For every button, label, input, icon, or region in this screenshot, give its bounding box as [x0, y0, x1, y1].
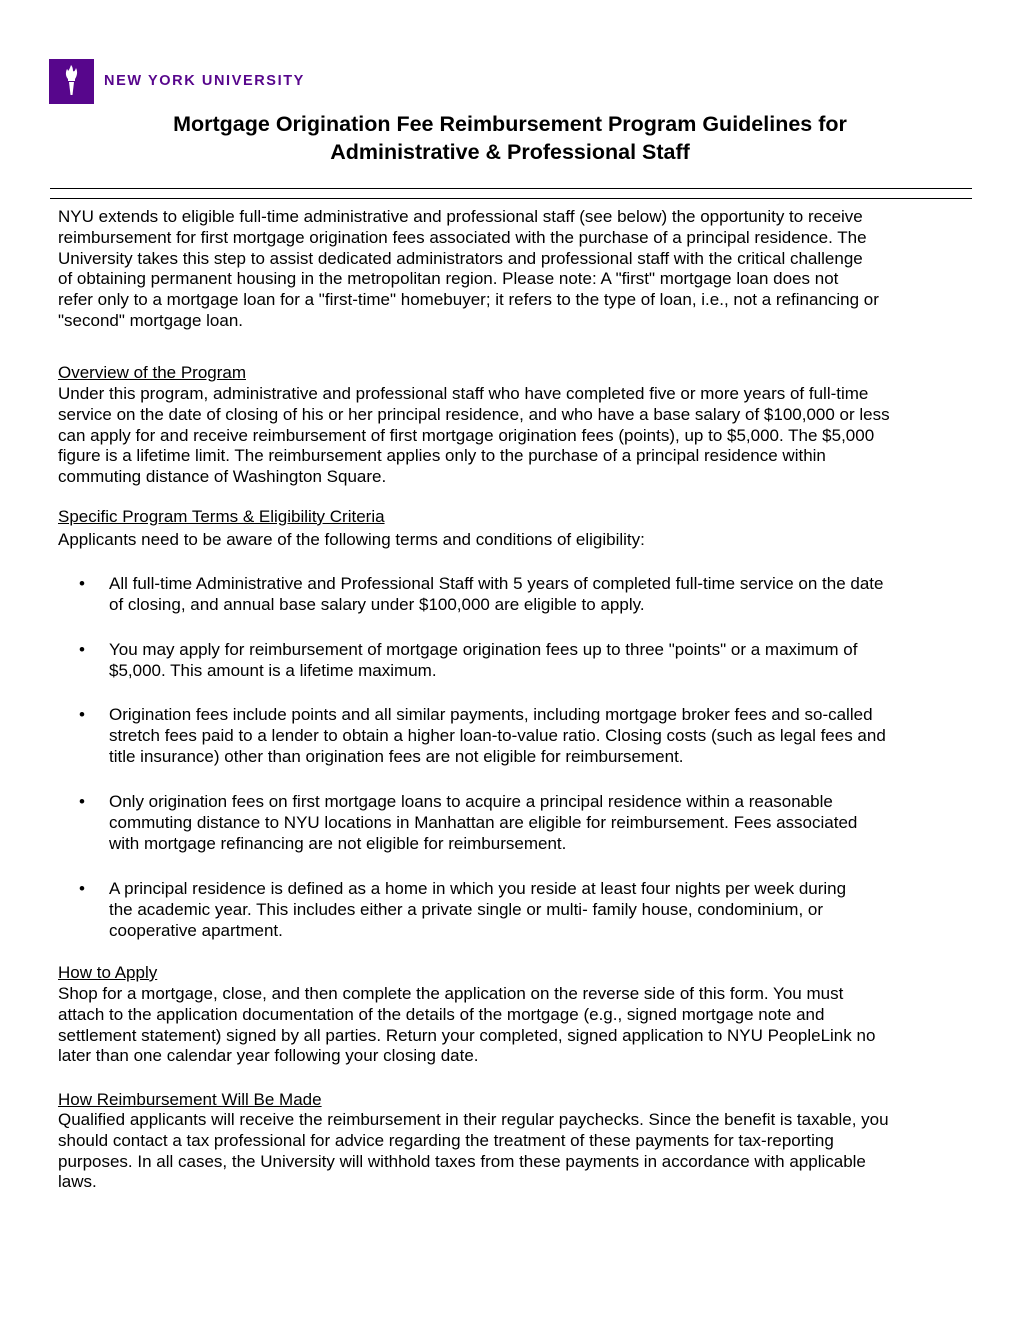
bullet-item: [79, 640, 858, 682]
nyu-torch-logo: [49, 59, 94, 104]
text-line: Qualified applicants will receive the reimbursement in their regular paychecks. Since the benefit is taxable, you: [58, 1110, 889, 1129]
text-line: settlement statement) signed by all parties. Return your completed, signed application to NYU PeopleLink no: [58, 1025, 876, 1045]
text-line: reimbursement for first mortgage origination fees associated with the purchase of a principal residence. The: [58, 227, 867, 247]
text-line: service on the date of closing of his or her principal residence, and who have a base salary of $100,000 or less: [58, 404, 890, 424]
section-heading-terms: Specific Program Terms & Eligibility Criteria: [58, 507, 385, 526]
intro-paragraph: [58, 207, 879, 332]
overview-paragraph: [58, 384, 890, 488]
text-line: Origination fees include points and all similar payments, including mortgage broker fees and so-called: [109, 705, 873, 724]
text-line: commuting distance to NYU locations in Manhattan are eligible for reimbursement. Fees associated: [109, 812, 858, 832]
bullet-item: [79, 792, 858, 854]
text-line: of obtaining permanent housing in the metropolitan region. Please note: A "first" mortgage loan does not: [58, 269, 839, 289]
apply-paragraph: [58, 984, 875, 1067]
logo-text: NEW YORK UNIVERSITY: [104, 73, 305, 89]
terms-intro: Applicants need to be aware of the following terms and conditions of eligibility:: [58, 530, 645, 549]
text-line: laws.: [58, 1172, 97, 1192]
text-line: cooperative apartment.: [109, 920, 283, 940]
text-line: stretch fees paid to a lender to obtain a higher loan-to-value ratio. Closing costs (such as legal fees and: [109, 725, 886, 745]
text-line: Shop for a mortgage, close, and then complete the application on the reverse side of this form. You must: [58, 984, 844, 1003]
text-line: the academic year. This includes either a private single or multi- family house, condominium, or: [109, 899, 824, 919]
bullet-item: [79, 705, 886, 767]
text-line: purposes. In all cases, the University will withhold taxes from these payments in accordance with applicable: [58, 1151, 866, 1171]
torch-icon: [49, 59, 94, 104]
text-line: Only origination fees on first mortgage loans to acquire a principal residence within a reasonable: [109, 792, 833, 811]
document-title-line-2: Administrative & Professional Staff: [330, 140, 690, 164]
bullet-icon: •: [79, 640, 85, 659]
text-line: NYU extends to eligible full-time administrative and professional staff (see below) the opportunity to receive: [58, 207, 863, 226]
divider: [50, 188, 972, 189]
text-line: can apply for and receive reimbursement of first mortgage origination fees (points), up to $5,000. The $5,000: [58, 425, 875, 445]
text-line: "second" mortgage loan.: [58, 310, 244, 330]
reimbursement-paragraph: [58, 1110, 889, 1193]
bullet-icon: •: [79, 574, 85, 593]
text-line: A principal residence is defined as a home in which you reside at least four nights per week during: [109, 879, 847, 898]
bullet-icon: •: [79, 879, 85, 898]
document-title-line-1: Mortgage Origination Fee Reimbursement Program Guidelines for: [173, 112, 847, 136]
text-line: with mortgage refinancing are not eligible for reimbursement.: [109, 833, 567, 853]
text-line: figure is a lifetime limit. The reimbursement applies only to the purchase of a principal residence within: [58, 446, 826, 466]
bullet-icon: •: [79, 792, 85, 811]
text-line: should contact a tax professional for advice regarding the treatment of these payments for tax-reporting: [58, 1130, 834, 1150]
bullet-icon: •: [79, 705, 85, 724]
text-line: University takes this step to assist dedicated administrators and professional staff with the critical challenge: [58, 248, 863, 268]
section-heading-apply: How to Apply: [58, 963, 158, 982]
bullet-item: [79, 574, 884, 616]
text-line: commuting distance of Washington Square.: [58, 467, 387, 487]
text-line: Under this program, administrative and professional staff who have completed five or more years of full-time: [58, 384, 869, 403]
section-heading-overview: Overview of the Program: [58, 363, 247, 382]
text-line: later than one calendar year following your closing date.: [58, 1046, 479, 1066]
text-line: of closing, and annual base salary under $100,000 are eligible to apply.: [109, 594, 645, 614]
divider: [50, 198, 972, 199]
text-line: refer only to a mortgage loan for a "first-time" homebuyer; it refers to the type of loan, i.e., not a refinancing or: [58, 290, 879, 310]
bullet-item: [79, 879, 847, 941]
text-line: You may apply for reimbursement of mortgage origination fees up to three "points" or a maximum of: [109, 640, 858, 659]
text-line: $5,000. This amount is a lifetime maximum.: [109, 660, 437, 680]
text-line: title insurance) other than origination fees are not eligible for reimbursement.: [109, 746, 684, 766]
text-line: attach to the application documentation of the details of the mortgage (e.g., signed mortgage note and: [58, 1004, 825, 1024]
section-heading-reimbursement: How Reimbursement Will Be Made: [58, 1090, 322, 1109]
text-line: All full-time Administrative and Professional Staff with 5 years of completed full-time service on the date: [109, 574, 884, 593]
